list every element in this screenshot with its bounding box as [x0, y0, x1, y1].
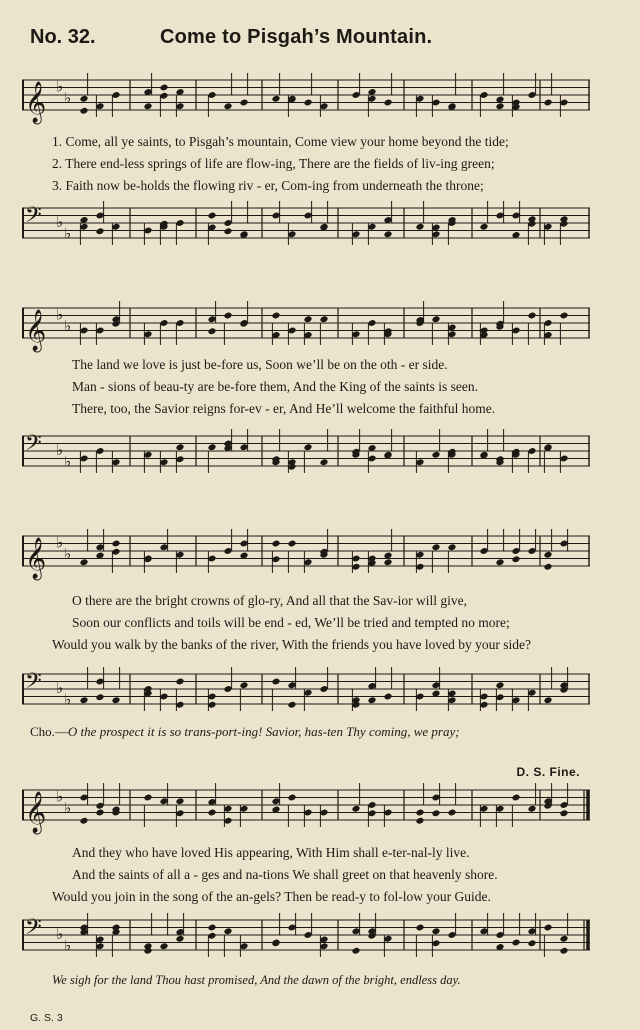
- note-head: [543, 99, 552, 107]
- note-head: [415, 223, 424, 231]
- note-head: [95, 693, 104, 701]
- music-system-3: [22, 522, 590, 752]
- flat-sign-icon: ♭: [64, 452, 72, 471]
- note-head: [559, 312, 568, 320]
- note-head: [175, 935, 184, 943]
- note-head: [79, 107, 88, 115]
- note-head: [511, 555, 520, 563]
- flat-sign-icon: ♭: [56, 787, 64, 806]
- bass-staff: [22, 204, 590, 244]
- note-head: [495, 102, 504, 110]
- note-head: [111, 696, 120, 704]
- note-head: [559, 947, 568, 955]
- note-head: [223, 927, 232, 935]
- bass-clef-icon: 𝄢: [25, 915, 42, 945]
- note-head: [511, 794, 520, 802]
- treble-staff: [22, 532, 590, 579]
- treble-staff: [22, 786, 590, 833]
- bass-staff: [22, 916, 590, 956]
- lyric-line-2: Soon our conflicts and toils will be end - ed, We’ll be tried and tempted no more;: [72, 615, 510, 630]
- note-head: [159, 942, 168, 950]
- note-head: [223, 312, 232, 320]
- note-head: [447, 543, 456, 551]
- bass-clef-icon: 𝄢: [25, 203, 42, 233]
- note-head: [431, 927, 440, 935]
- note-head: [143, 102, 152, 110]
- note-head: [271, 939, 280, 947]
- note-head: [303, 315, 312, 323]
- hymn-header: [0, 0, 640, 60]
- note-head: [431, 451, 440, 459]
- note-head: [207, 443, 216, 451]
- music-system-4: [22, 760, 590, 1000]
- note-head: [271, 312, 280, 320]
- note-head: [159, 84, 168, 92]
- note-head: [223, 102, 232, 110]
- flat-sign-icon: ♭: [56, 925, 64, 943]
- flat-sign-icon: ♭: [56, 305, 64, 324]
- flat-sign-icon: ♭: [56, 77, 64, 96]
- bass-clef-icon: 𝄢: [25, 669, 42, 699]
- note-head: [383, 693, 392, 701]
- refrain-bass-line: We sigh for the land Thou hast promised, And the dawn of the bright, endless day.: [52, 973, 461, 987]
- note-head: [207, 924, 216, 932]
- flat-sign-icon: ♭: [64, 690, 72, 709]
- note-head: [207, 327, 216, 335]
- note-head: [79, 558, 88, 566]
- page-footer: G. S. 3: [30, 1012, 63, 1024]
- note-head: [175, 443, 184, 451]
- note-head: [287, 540, 296, 548]
- note-head: [527, 312, 536, 320]
- treble-clef-icon: 𝄞: [25, 310, 47, 351]
- note-head: [303, 443, 312, 451]
- note-head: [415, 809, 424, 817]
- flat-sign-icon: ♭: [56, 679, 64, 697]
- lyric-line-3: Would you join in the song of the an-gels? Then be read-y to fol-low your Guide.: [52, 889, 491, 904]
- flat-sign-icon: ♭: [56, 533, 64, 552]
- note-head: [527, 805, 536, 813]
- note-head: [559, 935, 568, 943]
- flat-sign-icon: ♭: [64, 316, 72, 335]
- note-head: [319, 315, 328, 323]
- lyric-line-1: The land we love is just be-fore us, Soon we’ll be on the oth - er side.: [72, 357, 448, 372]
- flat-sign-icon: ♭: [56, 213, 64, 231]
- note-head: [207, 212, 216, 220]
- flat-sign-icon: ♭: [64, 88, 72, 107]
- note-head: [239, 681, 248, 689]
- note-head: [415, 924, 424, 932]
- ds-fine-mark: D. S. Fine.: [516, 765, 580, 779]
- note-head: [543, 924, 552, 932]
- hymn-number: No. 32.: [30, 26, 96, 48]
- lyric-line-3: There, too, the Savior reigns for-ev - er, And He’ll welcome the faithful home.: [72, 401, 496, 416]
- chorus-line: [30, 724, 610, 740]
- note-head: [527, 939, 536, 947]
- lyric-line-2: 2. There end-less springs of life are flow-ing, There are the fields of liv-ing green;: [52, 156, 495, 171]
- note-head: [95, 809, 104, 817]
- note-head: [319, 458, 328, 466]
- note-head: [143, 794, 152, 802]
- lyric-line-2: And the saints of all a - ges and na-tions We shall greet on that heavenly shore.: [72, 867, 498, 882]
- treble-staff: [22, 304, 590, 351]
- note-head: [79, 817, 88, 825]
- note-head: [367, 696, 376, 704]
- lyric-line-1: O there are the bright crowns of glo-ry, And all that the Sav-ior will give,: [72, 593, 468, 608]
- note-head: [479, 223, 488, 231]
- bass-staff: [22, 432, 590, 472]
- chorus-label: Cho.—: [30, 724, 68, 739]
- note-head: [431, 543, 440, 551]
- note-head: [447, 809, 456, 817]
- note-head: [543, 563, 552, 571]
- note-head: [271, 95, 280, 103]
- note-head: [79, 95, 88, 103]
- note-head: [543, 551, 552, 559]
- flat-sign-icon: ♭: [64, 544, 72, 563]
- treble-clef-icon: 𝄞: [25, 792, 47, 833]
- note-head: [95, 227, 104, 235]
- note-head: [303, 99, 312, 107]
- lyric-line-3: Would you walk by the banks of the river, With the friends you have loved by your side?: [52, 637, 531, 652]
- lyric-line-1: And they who have loved His appearing, With Him shall e-ter-nal-ly live.: [72, 845, 470, 860]
- treble-clef-icon: 𝄞: [25, 82, 47, 123]
- note-head: [271, 540, 280, 548]
- note-head: [383, 558, 392, 566]
- note-head: [383, 230, 392, 238]
- treble-clef-icon: 𝄞: [25, 538, 47, 579]
- note-head: [559, 809, 568, 817]
- note-head: [287, 794, 296, 802]
- lyric-line-1: 1. Come, all ye saints, to Pisgah’s mountain, Come view your home beyond the tide;: [52, 134, 509, 149]
- note-head: [431, 809, 440, 817]
- note-head: [111, 540, 120, 548]
- flat-sign-icon: ♭: [64, 224, 72, 243]
- note-head: [383, 99, 392, 107]
- note-head: [239, 99, 248, 107]
- note-head: [175, 797, 184, 805]
- note-head: [511, 939, 520, 947]
- note-head: [495, 558, 504, 566]
- chorus-text: O the prospect it is so trans-port-ing! Savior, has-ten Thy coming, we pray;: [67, 724, 460, 739]
- note-head: [287, 701, 296, 709]
- music-system-1: [22, 66, 590, 256]
- music-system-2: [22, 292, 590, 482]
- flat-sign-icon: ♭: [56, 441, 64, 459]
- note-head: [207, 809, 216, 817]
- note-head: [431, 315, 440, 323]
- hymn-title: Come to Pisgah’s Mountain.: [160, 26, 433, 48]
- note-head: [351, 805, 360, 813]
- bass-clef-icon: 𝄢: [25, 431, 42, 461]
- note-head: [223, 227, 232, 235]
- note-head: [495, 681, 504, 689]
- flat-sign-icon: ♭: [64, 936, 72, 955]
- lyric-line-2: Man - sions of beau-ty are be-fore them, And the King of the saints is seen.: [72, 379, 479, 394]
- treble-staff: [22, 76, 590, 123]
- note-head: [79, 696, 88, 704]
- note-head: [175, 678, 184, 686]
- note-head: [351, 947, 360, 955]
- bass-staff: [22, 670, 590, 710]
- note-head: [415, 817, 424, 825]
- note-head: [543, 696, 552, 704]
- lyric-line-3: 3. Faith now be-holds the flowing riv - er, Com-ing from underneath the throne;: [52, 178, 484, 193]
- flat-sign-icon: ♭: [64, 798, 72, 817]
- note-head: [271, 678, 280, 686]
